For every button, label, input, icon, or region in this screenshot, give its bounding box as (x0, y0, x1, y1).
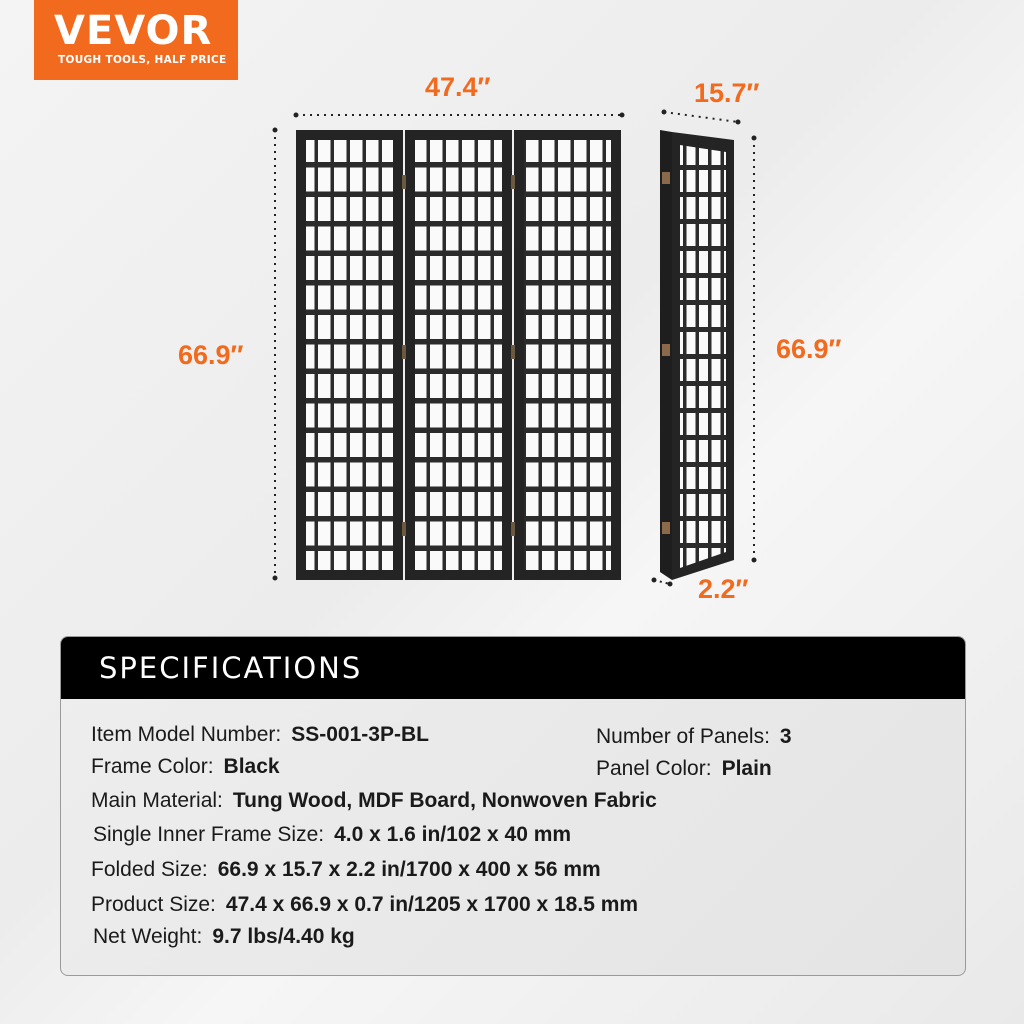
spec-frame-color-label: Frame Color: (91, 755, 214, 778)
spec-frame-color-value: Black (223, 755, 280, 778)
depth-label: 2.2″ (698, 574, 749, 604)
spec-inner-frame-value: 4.0 x 1.6 in/102 x 40 mm (334, 823, 572, 846)
folded-width-dimension-line (664, 112, 738, 122)
spec-panels-value: 3 (779, 725, 792, 748)
spec-inner-frame-label: Single Inner Frame Size: (93, 823, 325, 846)
spec-material-value: Tung Wood, MDF Board, Nonwoven Fabric (232, 789, 657, 812)
spec-model-value: SS-001-3P-BL (291, 723, 429, 746)
brand-tagline: TOUGH TOOLS, HALF PRICE (58, 54, 227, 66)
folded-screen-side-view (660, 130, 734, 580)
brand-name: VEVOR (54, 8, 213, 54)
spec-panel-color (596, 757, 772, 781)
folded-width-label: 15.7″ (694, 78, 760, 108)
specifications-header (61, 637, 965, 699)
spec-material-label: Main Material: (91, 789, 223, 812)
spec-folded-size (91, 858, 601, 882)
front-panels (296, 130, 621, 580)
spec-model-label: Item Model Number: (91, 723, 282, 746)
spec-product-size-label: Product Size: (91, 893, 216, 916)
spec-net-weight-label: Net Weight: (93, 925, 203, 948)
spec-folded-size-value: 66.9 x 15.7 x 2.2 in/1700 x 400 x 56 mm (217, 858, 601, 881)
spec-product-size (91, 893, 638, 917)
spec-panel-color-label: Panel Color: (596, 757, 712, 780)
spec-frame-color (91, 755, 280, 779)
spec-net-weight-value: 9.7 lbs/4.40 kg (212, 925, 355, 948)
width-label: 47.4″ (425, 72, 491, 102)
spec-folded-size-label: Folded Size: (91, 858, 208, 881)
front-height-label: 66.9″ (178, 340, 244, 370)
spec-material (91, 789, 657, 813)
side-height-label: 66.9″ (776, 334, 842, 364)
spec-net-weight (93, 925, 355, 949)
spec-panels-label: Number of Panels: (596, 725, 770, 748)
spec-inner-frame (93, 823, 571, 847)
specifications-panel (60, 636, 966, 976)
spec-panels (596, 725, 792, 749)
spec-product-size-value: 47.4 x 66.9 x 0.7 in/1205 x 1700 x 18.5 mm (225, 893, 639, 916)
spec-panel-color-value: Plain (721, 757, 772, 780)
spec-model (91, 723, 429, 747)
specifications-title: SPECIFICATIONS (99, 651, 363, 685)
